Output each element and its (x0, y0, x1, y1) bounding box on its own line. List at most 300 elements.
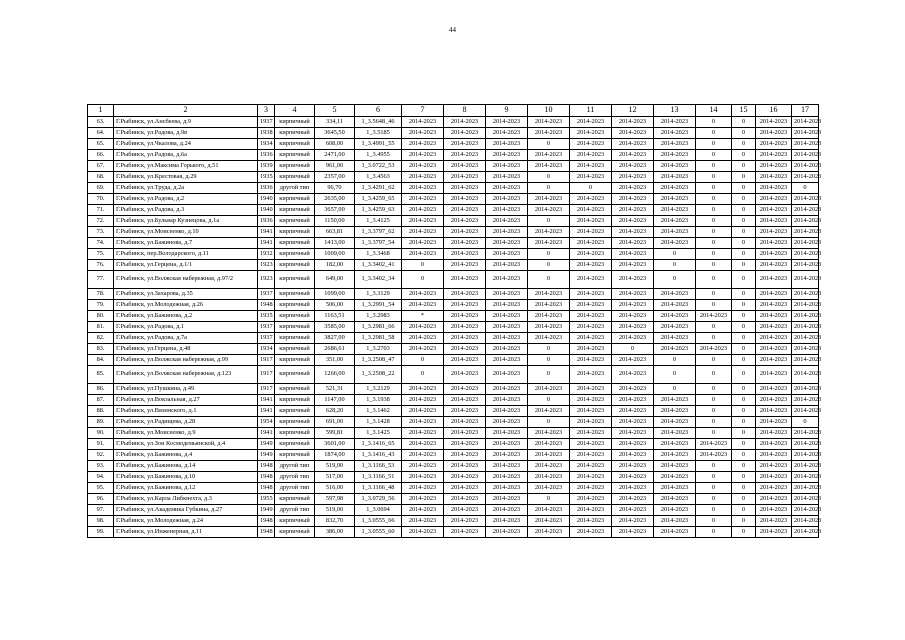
table-cell: 0 (732, 194, 756, 205)
row-number-cell: 90. (88, 428, 114, 439)
table-cell: 0 (528, 344, 570, 355)
table-cell: 1935 (258, 172, 275, 183)
row-number-cell: 69. (88, 183, 114, 194)
table-cell: 2014-2023 (570, 227, 612, 238)
table-cell: 0 (732, 260, 756, 271)
address-cell: Г.Рыбинск, ул.Радищева, д.28 (114, 417, 258, 428)
table-cell: 386,00 (315, 527, 355, 538)
table-cell: 2014-2023 (402, 428, 444, 439)
table-cell: 1955 (258, 494, 275, 505)
table-cell: 1948 (258, 300, 275, 311)
address-cell: Г.Рыбинск, ул.Волжская набережная, д.97/2 (114, 271, 258, 289)
table-cell: 0 (732, 344, 756, 355)
table-row (88, 428, 819, 439)
table-cell: 2014-2023 (792, 300, 819, 311)
table-cell: 2014-2023 (654, 483, 696, 494)
table-cell: 0 (696, 139, 732, 150)
address-cell: Г.Рыбинск, ул.Молодежная, д.24 (114, 516, 258, 527)
table-cell: 2014-2023 (612, 216, 654, 227)
table-cell: 3657,00 (315, 205, 355, 216)
table-cell: 3585,00 (315, 322, 355, 333)
table-cell: 2014-2023 (756, 249, 792, 260)
table-cell: 0 (732, 128, 756, 139)
table-cell: 2014-2023 (528, 333, 570, 344)
address-cell: Г.Рыбинск, ул.Бажинова, д.4 (114, 450, 258, 461)
table-cell: 2014-2023 (792, 128, 819, 139)
table-cell: 1_3.1416_65 (355, 439, 402, 450)
table-cell: кирпичный (275, 194, 315, 205)
table-row (88, 128, 819, 139)
table-cell: 2014-2023 (486, 527, 528, 538)
table-cell: 0 (732, 322, 756, 333)
table-cell: 0 (696, 333, 732, 344)
table-cell: 1009,00 (315, 249, 355, 260)
table-cell: 1948 (258, 461, 275, 472)
table-cell: 0 (696, 300, 732, 311)
table-cell: 2014-2023 (756, 128, 792, 139)
table-cell: 2014-2023 (444, 355, 486, 366)
document-table-wrapper (87, 104, 822, 538)
table-cell: 2014-2023 (486, 289, 528, 300)
table-cell: 2014-2023 (612, 505, 654, 516)
table-cell: 1936 (258, 150, 275, 161)
table-cell: 1_3.4991_55 (355, 139, 402, 150)
table-row (88, 439, 819, 450)
table-cell: 2014-2023 (444, 439, 486, 450)
table-cell: 521,31 (315, 384, 355, 395)
table-cell: 1_3.1425 (355, 428, 402, 439)
table-cell: 1937 (258, 289, 275, 300)
column-header: 12 (612, 105, 654, 117)
table-cell: 0 (696, 355, 732, 366)
table-cell: 2014-2023 (570, 271, 612, 289)
table-cell: 2014-2023 (486, 172, 528, 183)
table-cell: 2014-2023 (792, 322, 819, 333)
table-cell: 0 (696, 428, 732, 439)
table-cell: 2014-2023 (402, 483, 444, 494)
table-cell: 2014-2023 (486, 395, 528, 406)
table-cell: 2014-2023 (756, 205, 792, 216)
table-cell: 1_3.4259_65 (355, 194, 402, 205)
table-cell: 1413,00 (315, 238, 355, 249)
row-number-cell: 93. (88, 461, 114, 472)
table-cell: 2014-2023 (756, 227, 792, 238)
table-cell: 0 (696, 494, 732, 505)
address-cell: Г.Рыбинск, ул.Бажинова, д.10 (114, 472, 258, 483)
table-cell: 2014-2023 (792, 439, 819, 450)
table-cell: 2014-2023 (756, 461, 792, 472)
table-cell: 2014-2023 (612, 271, 654, 289)
table-cell: 2014-2023 (756, 472, 792, 483)
table-cell: 2014-2023 (756, 311, 792, 322)
table-cell: 0 (732, 505, 756, 516)
table-cell: 2014-2023 (570, 194, 612, 205)
table-cell: 0 (732, 172, 756, 183)
table-cell: 2014-2023 (570, 406, 612, 417)
table-cell: 2014-2023 (402, 505, 444, 516)
table-row (88, 527, 819, 538)
table-cell: 1_3.1416_43 (355, 450, 402, 461)
table-cell: 2014-2023 (486, 516, 528, 527)
table-cell: 2686,61 (315, 344, 355, 355)
table-cell: 0 (732, 395, 756, 406)
row-number-cell: 83. (88, 344, 114, 355)
table-cell: 2014-2023 (756, 139, 792, 150)
table-cell: 2014-2023 (402, 139, 444, 150)
table-cell: кирпичный (275, 249, 315, 260)
table-cell: 1163,51 (315, 311, 355, 322)
table-cell: 2014-2023 (402, 494, 444, 505)
table-cell: 2014-2023 (612, 461, 654, 472)
address-cell: Г.Рыбинск, пер.Володарского, д.11 (114, 249, 258, 260)
table-cell: 2014-2023 (402, 205, 444, 216)
table-cell: 0 (528, 139, 570, 150)
table-cell: 2014-2023 (486, 505, 528, 516)
table-cell: 2014-2023 (654, 311, 696, 322)
table-cell: кирпичный (275, 516, 315, 527)
table-cell: 2014-2023 (654, 439, 696, 450)
table-cell: кирпичный (275, 161, 315, 172)
table-cell: 2014-2023 (756, 194, 792, 205)
table-cell: 1941 (258, 428, 275, 439)
table-cell: кирпичный (275, 128, 315, 139)
table-cell: кирпичный (275, 355, 315, 366)
table-cell: 2014-2023 (792, 333, 819, 344)
table-cell: 2014-2023 (792, 406, 819, 417)
table-cell: 351,00 (315, 355, 355, 366)
table-cell: 2014-2023 (528, 117, 570, 128)
column-header: 5 (315, 105, 355, 117)
table-cell: 2014-2023 (756, 322, 792, 333)
column-header: 15 (732, 105, 756, 117)
table-cell: 1_3.0722_53 (355, 161, 402, 172)
table-cell: 2014-2023 (570, 238, 612, 249)
table-cell: 519,00 (315, 461, 355, 472)
table-cell: 2014-2023 (756, 516, 792, 527)
table-cell: 0 (732, 417, 756, 428)
table-cell: 2014-2023 (612, 311, 654, 322)
row-number-cell: 66. (88, 150, 114, 161)
table-cell: 0 (732, 139, 756, 150)
table-cell: кирпичный (275, 271, 315, 289)
table-cell: 2014-2023 (486, 322, 528, 333)
address-cell: Г.Рыбинск, ул.Радова, д.9в (114, 128, 258, 139)
table-cell: 0 (528, 172, 570, 183)
address-cell: Г.Рыбинск, ул.Бульвар Кузнецова, д.1а (114, 216, 258, 227)
table-cell: 0 (528, 183, 570, 194)
table-cell: 0 (696, 395, 732, 406)
table-cell: 2014-2023 (528, 300, 570, 311)
table-cell: 2014-2023 (756, 260, 792, 271)
table-cell: 2014-2023 (486, 117, 528, 128)
table-cell: 2014-2023 (486, 384, 528, 395)
row-number-cell: 94. (88, 472, 114, 483)
table-cell: 2014-2023 (612, 238, 654, 249)
table-cell: 2014-2023 (402, 516, 444, 527)
row-number-cell: 98. (88, 516, 114, 527)
table-cell: 0 (792, 417, 819, 428)
table-cell: кирпичный (275, 139, 315, 150)
table-cell: 2014-2023 (612, 417, 654, 428)
table-row (88, 406, 819, 417)
column-header: 3 (258, 105, 275, 117)
table-cell: 2014-2023 (756, 333, 792, 344)
row-number-cell: 71. (88, 205, 114, 216)
table-cell: 2014-2023 (792, 384, 819, 395)
table-cell: 0 (732, 161, 756, 172)
table-cell: 1941 (258, 227, 275, 238)
table-cell: 2014-2023 (654, 322, 696, 333)
table-cell: 2014-2023 (486, 406, 528, 417)
table-cell: 0 (732, 527, 756, 538)
table-cell: 2014-2023 (528, 384, 570, 395)
table-cell: 2014-2023 (486, 311, 528, 322)
address-cell: Г.Рыбинск, ул.Максима Горького, д.51 (114, 161, 258, 172)
table-cell: 2014-2023 (696, 439, 732, 450)
table-cell: 2014-2023 (612, 439, 654, 450)
table-cell: 2014-2023 (570, 384, 612, 395)
column-header: 1 (88, 105, 114, 117)
table-cell: 832,70 (315, 516, 355, 527)
table-cell: 0 (696, 289, 732, 300)
table-cell: 2014-2023 (756, 483, 792, 494)
table-cell: 0 (732, 289, 756, 300)
table-cell: 2014-2023 (654, 117, 696, 128)
address-cell: Г.Рыбинск, ул.Труда, д.2а (114, 183, 258, 194)
table-cell: 2014-2023 (570, 483, 612, 494)
table-cell: 2014-2023 (654, 238, 696, 249)
table-cell: 691,00 (315, 417, 355, 428)
table-cell: 2014-2023 (654, 461, 696, 472)
table-cell: 2014-2023 (486, 271, 528, 289)
table-cell: 2014-2023 (696, 450, 732, 461)
table-cell: 1939 (258, 161, 275, 172)
table-cell: 1_3.3797_62 (355, 227, 402, 238)
table-cell: 1935 (258, 311, 275, 322)
table-cell: 0 (732, 117, 756, 128)
table-cell: 2014-2023 (612, 300, 654, 311)
table-cell: 2014-2023 (444, 289, 486, 300)
table-cell: 2014-2023 (486, 428, 528, 439)
table-cell: 2014-2023 (756, 450, 792, 461)
table-cell: 2014-2023 (570, 527, 612, 538)
table-cell: 2014-2023 (570, 505, 612, 516)
table-cell: 2014-2023 (654, 300, 696, 311)
table-cell: 2014-2023 (612, 183, 654, 194)
table-cell: кирпичный (275, 366, 315, 384)
table-cell: 2014-2023 (792, 483, 819, 494)
address-cell: Г.Рыбинск, ул.Радова, д.6а (114, 150, 258, 161)
table-cell: другой тип (275, 183, 315, 194)
table-cell: 2014-2023 (756, 366, 792, 384)
table-cell: 2014-2023 (444, 260, 486, 271)
table-cell: 0 (654, 384, 696, 395)
table-cell: 2014-2023 (756, 494, 792, 505)
table-cell: 0 (696, 161, 732, 172)
table-cell: 2014-2023 (486, 128, 528, 139)
table-cell: 0 (696, 205, 732, 216)
table-cell: 2014-2023 (444, 505, 486, 516)
table-cell: 2014-2023 (612, 527, 654, 538)
table-cell: 1948 (258, 483, 275, 494)
table-cell: 2014-2023 (792, 139, 819, 150)
table-cell: 0 (696, 249, 732, 260)
table-cell: 2014-2023 (654, 289, 696, 300)
table-cell: кирпичный (275, 384, 315, 395)
table-cell: 2014-2023 (444, 461, 486, 472)
table-cell: 0 (696, 227, 732, 238)
row-number-cell: 97. (88, 505, 114, 516)
table-row (88, 505, 819, 516)
table-cell: 2014-2023 (792, 271, 819, 289)
address-cell: Г.Рыбинск, ул.Радова, д.7а (114, 333, 258, 344)
table-cell: 2014-2023 (486, 417, 528, 428)
address-cell: Г.Рыбинск, ул.Моисеенко, д.10 (114, 227, 258, 238)
table-cell: кирпичный (275, 344, 315, 355)
table-cell: 2014-2023 (792, 494, 819, 505)
table-cell: 2014-2023 (612, 494, 654, 505)
table-cell: 1_3.1166_53 (355, 461, 402, 472)
table-cell: 2014-2023 (486, 150, 528, 161)
row-number-cell: 99. (88, 527, 114, 538)
table-cell: кирпичный (275, 428, 315, 439)
table-cell: 2014-2023 (654, 494, 696, 505)
table-cell: 0 (732, 494, 756, 505)
row-number-cell: 92. (88, 450, 114, 461)
table-cell: 0 (696, 366, 732, 384)
table-cell: 2014-2023 (654, 172, 696, 183)
table-cell: кирпичный (275, 527, 315, 538)
table-cell: кирпичный (275, 439, 315, 450)
table-cell: 1_3.4259_63 (355, 205, 402, 216)
table-row (88, 238, 819, 249)
table-cell: другой тип (275, 483, 315, 494)
table-row (88, 355, 819, 366)
table-cell: 2014-2023 (792, 172, 819, 183)
table-cell: 2014-2023 (402, 439, 444, 450)
table-cell: 2014-2023 (486, 249, 528, 260)
row-number-cell: 68. (88, 172, 114, 183)
row-number-cell: 74. (88, 238, 114, 249)
table-cell: 663,81 (315, 227, 355, 238)
table-cell: 2014-2023 (792, 450, 819, 461)
table-cell: 2014-2023 (570, 428, 612, 439)
table-cell: 1_3.1462 (355, 406, 402, 417)
table-cell: 2014-2023 (792, 311, 819, 322)
table-cell: 1923 (258, 271, 275, 289)
table-cell: 2014-2023 (756, 117, 792, 128)
address-cell: Г.Рыбинск, ул.Крестовая, д.29 (114, 172, 258, 183)
table-cell: 2014-2023 (612, 227, 654, 238)
table-cell: 2014-2023 (570, 450, 612, 461)
table-cell: 2014-2023 (444, 161, 486, 172)
table-cell: 2014-2023 (444, 516, 486, 527)
row-number-cell: 65. (88, 139, 114, 150)
table-cell: 2014-2023 (756, 271, 792, 289)
table-cell: 0 (696, 216, 732, 227)
table-cell: 0 (732, 450, 756, 461)
table-cell: кирпичный (275, 417, 315, 428)
table-cell: 2014-2023 (402, 395, 444, 406)
table-cell: 2014-2023 (570, 366, 612, 384)
table-cell: 0 (732, 483, 756, 494)
table-cell: 2014-2023 (402, 161, 444, 172)
table-cell: 2014-2023 (444, 527, 486, 538)
table-cell: 0 (732, 384, 756, 395)
table-cell: 2014-2023 (756, 238, 792, 249)
table-cell: 2014-2023 (792, 366, 819, 384)
table-cell: 2014-2023 (402, 472, 444, 483)
table-row (88, 260, 819, 271)
table-cell: 506,00 (315, 300, 355, 311)
table-cell: 2014-2023 (792, 238, 819, 249)
table-cell: 1937 (258, 117, 275, 128)
table-cell: 1_3.1166_48 (355, 483, 402, 494)
table-cell: 0 (696, 527, 732, 538)
table-cell: 2014-2023 (792, 216, 819, 227)
table-cell: 628,20 (315, 406, 355, 417)
table-cell: 2014-2023 (792, 428, 819, 439)
table-cell: кирпичный (275, 450, 315, 461)
table-cell: 2014-2023 (444, 483, 486, 494)
table-cell: 1948 (258, 516, 275, 527)
table-cell: 2014-2023 (654, 428, 696, 439)
table-row (88, 139, 819, 150)
table-cell: * (402, 311, 444, 322)
table-cell: 2014-2023 (402, 527, 444, 538)
table-cell: 1_3.1428 (355, 417, 402, 428)
address-cell: Г.Рыбинск, ул.Бажинова, д.12 (114, 483, 258, 494)
row-number-cell: 67. (88, 161, 114, 172)
table-cell: 0 (696, 384, 732, 395)
address-cell: Г.Рыбинск, ул.Захарова, д.35 (114, 289, 258, 300)
table-cell: 2014-2023 (654, 150, 696, 161)
table-cell: 2014-2023 (402, 227, 444, 238)
table-cell: 2014-2023 (486, 483, 528, 494)
table-cell: 1_3.2129 (355, 384, 402, 395)
table-row (88, 384, 819, 395)
table-cell: 0 (732, 150, 756, 161)
table-cell: 2014-2023 (402, 238, 444, 249)
table-cell: 1_3.2991_54 (355, 300, 402, 311)
table-cell: 2014-2023 (612, 450, 654, 461)
table-cell: 0 (732, 249, 756, 260)
row-number-cell: 96. (88, 494, 114, 505)
table-cell: 2014-2023 (402, 289, 444, 300)
table-cell: 2014-2023 (612, 395, 654, 406)
table-cell: 961,00 (315, 161, 355, 172)
table-cell: 2014-2023 (402, 194, 444, 205)
table-cell: 2014-2023 (444, 150, 486, 161)
table-cell: 2014-2023 (402, 300, 444, 311)
table-cell: 1941 (258, 406, 275, 417)
table-cell: 2014-2023 (486, 139, 528, 150)
row-number-cell: 84. (88, 355, 114, 366)
table-cell: 2014-2023 (570, 161, 612, 172)
row-number-cell: 80. (88, 311, 114, 322)
table-cell: 2014-2023 (486, 494, 528, 505)
table-row (88, 483, 819, 494)
table-cell: 2014-2023 (756, 161, 792, 172)
table-cell: 2014-2023 (570, 322, 612, 333)
table-cell: 2014-2023 (756, 527, 792, 538)
table-cell: 3645,50 (315, 128, 355, 139)
table-cell: 1266,00 (315, 366, 355, 384)
table-cell: 2014-2023 (402, 461, 444, 472)
column-header: 11 (570, 105, 612, 117)
table-cell: 1_3.1166_51 (355, 472, 402, 483)
table-cell: 2014-2023 (654, 216, 696, 227)
